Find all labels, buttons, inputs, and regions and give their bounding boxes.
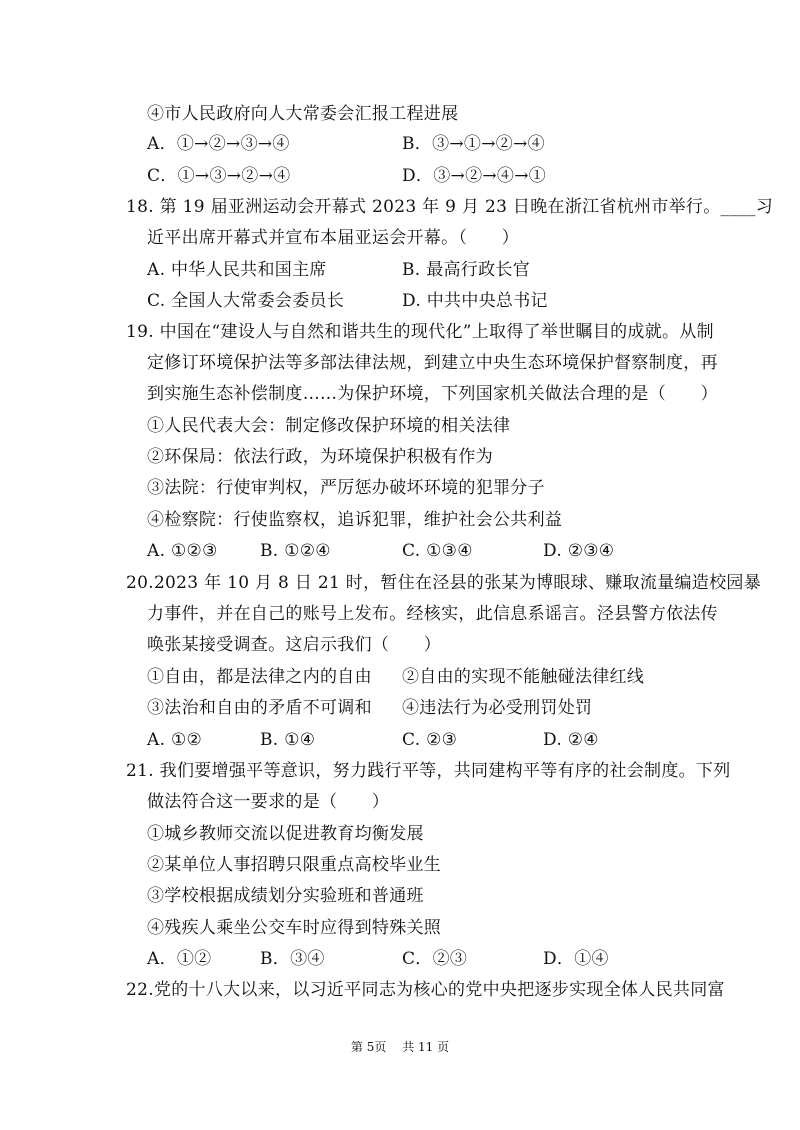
q17-option-d[interactable]: D．③→②→④→① bbox=[402, 166, 547, 186]
q21-item-2: ②某单位人事招聘只限重点高校毕业生 bbox=[147, 855, 442, 875]
q20-stem-line-1 bbox=[126, 572, 761, 594]
q22-stem-line-1 bbox=[126, 979, 725, 1001]
q18-option-d[interactable]: D. 中共中央总书记 bbox=[402, 291, 548, 311]
q19-stem-line-3: 到实施生态补偿制度……为保护环境，下列国家机关做法合理的是（ ） bbox=[147, 384, 718, 404]
q19-number: 19. bbox=[126, 322, 154, 342]
q17-option-c[interactable]: C．①→③→②→④ bbox=[147, 166, 291, 186]
page-footer bbox=[0, 1039, 800, 1055]
q20-option-b[interactable]: B. ①④ bbox=[260, 730, 316, 750]
q19-item-4: ④检察院：行使监察权，追诉犯罪，维护社会公共利益 bbox=[147, 510, 563, 530]
q20-item-3: ③法治和自由的矛盾不可调和 bbox=[147, 698, 372, 718]
q20-option-d[interactable]: D. ②④ bbox=[543, 730, 599, 750]
q19-stem-line-2: 定修订环境保护法等多部法律法规，到建立中央生态环境保护督察制度，再 bbox=[147, 353, 718, 373]
q20-stem-line-3: 唤张某接受调查。这启示我们（ ） bbox=[147, 635, 442, 655]
q21-text: 我们要增强平等意识，努力践行平等，共同建构平等有序的社会制度。下列 bbox=[159, 761, 731, 781]
q22-text: 党的十八大以来，以习近平同志为核心的党中央把逐步实现全体人民共同富 bbox=[153, 980, 725, 1000]
q17-option-b[interactable]: B．③→①→②→④ bbox=[402, 134, 545, 154]
q18-option-c[interactable]: C. 全国人大常委会委员长 bbox=[147, 291, 345, 311]
q21-item-1: ①城乡教师交流以促进教育均衡发展 bbox=[147, 824, 424, 844]
q20-stem-line-2: 力事件，并在自己的账号上发布。经核实，此信息系谣言。泾县警方依法传 bbox=[147, 604, 718, 624]
q21-stem-line-1 bbox=[126, 760, 731, 782]
q21-item-3: ③学校根据成绩划分实验班和普通班 bbox=[147, 886, 424, 906]
q19-stem-line-1 bbox=[126, 321, 714, 343]
q18-text: 第 19 届亚洲运动会开幕式 2023 年 9 月 23 日晚在浙江省杭州市举行。____习 bbox=[159, 197, 774, 217]
q19-item-1: ①人民代表大会：制定修改保护环境的相关法律 bbox=[147, 416, 511, 436]
q22-number: 22. bbox=[126, 980, 154, 1000]
q21-option-d[interactable]: D．①④ bbox=[543, 949, 609, 969]
q20-item-1: ①自由，都是法律之内的自由 bbox=[147, 667, 372, 687]
q19-text: 中国在“建设人与自然和谐共生的现代化”上取得了举世瞩目的成就。从制 bbox=[159, 322, 714, 342]
q18-option-b[interactable]: B. 最高行政长官 bbox=[402, 260, 530, 280]
q17-item-4: ④市人民政府向人大常委会汇报工程进展 bbox=[147, 104, 459, 124]
q20-option-a[interactable]: A. ①② bbox=[147, 730, 203, 750]
q20-item-2: ②自由的实现不能触碰法律红线 bbox=[402, 667, 645, 687]
q19-option-a[interactable]: A. ①②③ bbox=[147, 541, 218, 561]
q20-item-4: ④违法行为必受刑罚处罚 bbox=[402, 698, 593, 718]
q21-option-a[interactable]: A．①② bbox=[147, 949, 212, 969]
q20-option-c[interactable]: C. ②③ bbox=[402, 730, 458, 750]
page-number: 第 5页 bbox=[350, 1040, 387, 1054]
q20-text: 2023 年 10 月 8 日 21 时，暂住在泾县的张某为博眼球、赚取流量编造校园暴 bbox=[153, 573, 762, 593]
q21-item-4: ④残疾人乘坐公交车时应得到特殊关照 bbox=[147, 918, 442, 938]
q21-option-c[interactable]: C．②③ bbox=[402, 949, 468, 969]
q17-option-a[interactable]: A．①→②→③→④ bbox=[147, 134, 290, 154]
q21-number: 21. bbox=[126, 761, 154, 781]
q19-item-3: ③法院：行使审判权，严厉惩办破坏环境的犯罪分子 bbox=[147, 478, 545, 498]
q18-number: 18. bbox=[126, 197, 154, 217]
q21-option-b[interactable]: B．③④ bbox=[260, 949, 325, 969]
q18-option-a[interactable]: A. 中华人民共和国主席 bbox=[147, 260, 327, 280]
q19-option-d[interactable]: D. ②③④ bbox=[543, 541, 615, 561]
q19-option-b[interactable]: B. ①②④ bbox=[260, 541, 331, 561]
q18-stem-line-2: 近平出席开幕式并宣布本届亚运会开幕。（ ） bbox=[147, 228, 520, 248]
page-total: 共 11 页 bbox=[402, 1040, 450, 1054]
q20-number: 20. bbox=[126, 573, 154, 593]
q18-stem-line-1 bbox=[126, 196, 773, 218]
q19-item-2: ②环保局：依法行政，为环境保护积极有作为 bbox=[147, 447, 493, 467]
q21-stem-line-2: 做法符合这一要求的是（ ） bbox=[147, 792, 390, 812]
q19-option-c[interactable]: C. ①③④ bbox=[402, 541, 473, 561]
